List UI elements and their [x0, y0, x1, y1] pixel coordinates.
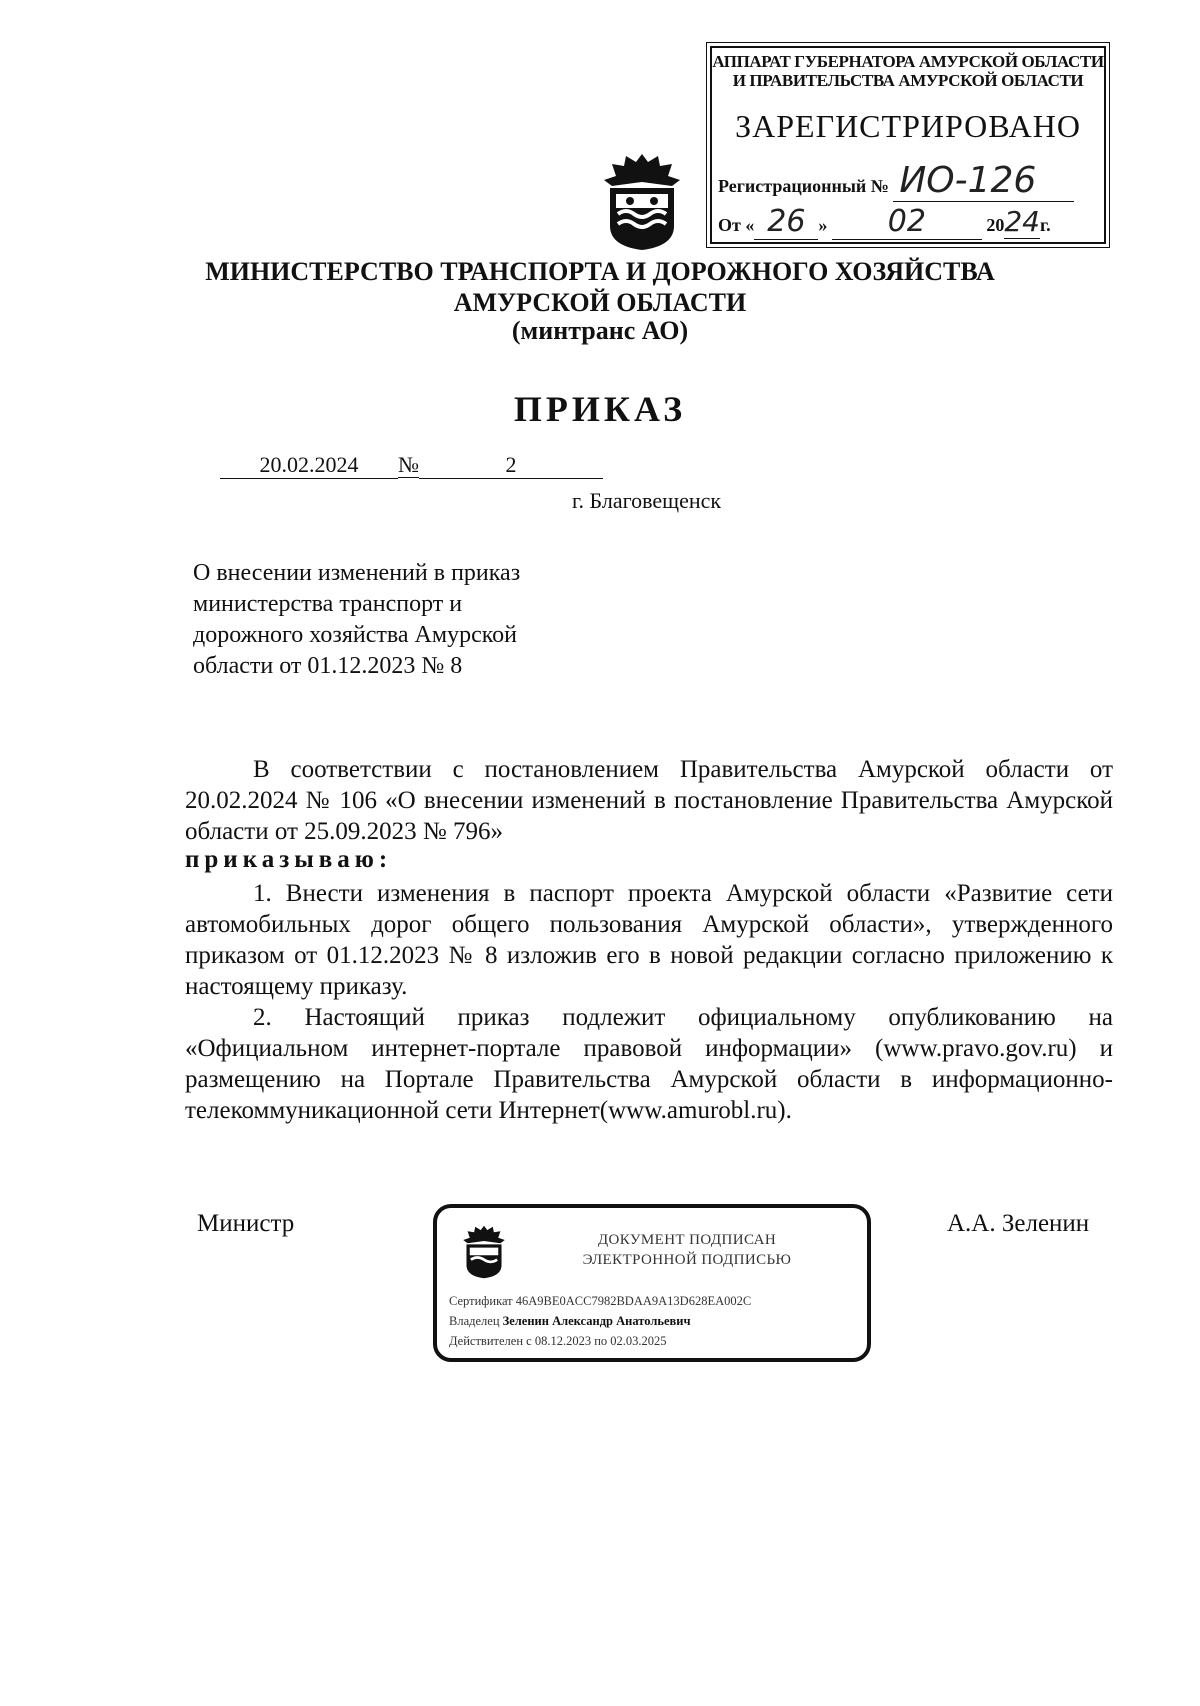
esign-cert-label: Сертификат	[449, 1294, 513, 1308]
esign-valid-to: 02.03.2025	[610, 1334, 667, 1348]
esign-owner	[449, 1314, 691, 1329]
esign-owner-value: Зеленин Александр Анатольевич	[502, 1314, 691, 1328]
esign-validity	[449, 1334, 667, 1349]
order-city: г. Благовещенск	[572, 488, 722, 513]
electronic-signature-stamp	[433, 1204, 871, 1362]
stamp-status: ЗАРЕГИСТРИРОВАНО	[735, 108, 1081, 144]
esign-head-line2: ЭЛЕКТРОННОЙ ПОДПИСЬЮ	[582, 1252, 792, 1268]
stamp-year-suffix: 24	[1004, 205, 1040, 238]
stamp-number-value: ИО-126	[893, 160, 1074, 202]
subject-line1: О внесении изменений в приказ	[193, 560, 521, 586]
stamp-date-prefix: От «	[718, 215, 755, 235]
esign-certificate	[449, 1294, 751, 1309]
registration-stamp	[710, 46, 1106, 244]
stamp-month: 02	[832, 204, 982, 240]
document-type: ПРИКАЗ	[513, 389, 687, 429]
body-item-2: 2. Настоящий приказ подлежит официальному опубликованию на «Официальном интернет-портале правовой информации» (www.pravo.gov.ru) и размещению на Портале Правительства Амурской области в информационно-телекоммуникационной сети Интернет(www.amurobl.ru).	[185, 1004, 1113, 1124]
number-sign: №	[398, 452, 419, 477]
order-subject	[193, 558, 593, 682]
esign-valid-from: 08.12.2023	[534, 1334, 592, 1348]
stamp-number-label: Регистрационный №	[718, 176, 889, 196]
stamp-day-close: »	[818, 215, 828, 235]
subject-line2: министерства транспорт и	[193, 591, 463, 617]
body-item-1: 1. Внести изменения в паспорт проекта Амурской области «Развитие сети автомобильных дорог общего пользования Амурской области», утвержденного приказом от 01.12.2023 № 8 изложив его в новой редакции согласно приложению к настоящему приказу.	[185, 880, 1113, 1000]
ministry-title	[0, 256, 1200, 318]
ministry-line2: АМУРСКОЙ ОБЛАСТИ	[453, 288, 747, 317]
stamp-date-row	[718, 204, 1098, 240]
order-number: 2	[419, 452, 603, 479]
decree-word: приказываю:	[185, 846, 393, 873]
esign-valid-label: Действителен с	[449, 1334, 532, 1348]
subject-line4: области от 01.12.2023 № 8	[193, 653, 463, 679]
coat-of-arms-icon	[600, 152, 684, 252]
esign-valid-to-label: по	[594, 1334, 608, 1348]
stamp-org-line2: И ПРАВИТЕЛЬСТВА АМУРСКОЙ ОБЛАСТИ	[732, 71, 1084, 90]
stamp-year-end: г.	[1039, 215, 1051, 235]
signer-name: А.А. Зеленин	[947, 1210, 1090, 1237]
stamp-org-line1: АППАРАТ ГУБЕРНАТОРА АМУРСКОЙ ОБЛАСТИ	[712, 52, 1104, 71]
esign-head-line1: ДОКУМЕНТ ПОДПИСАН	[597, 1232, 777, 1248]
stamp-number-row	[718, 160, 1098, 202]
order-date-number	[220, 452, 603, 479]
subject-line3: дорожного хозяйства Амурской	[193, 622, 517, 648]
stamp-year-prefix: 20	[986, 215, 1005, 235]
signer-role: Министр	[197, 1210, 295, 1237]
ministry-short-name: (минтранс АО)	[511, 316, 689, 345]
body-intro: В соответствии с постановлением Правительства Амурской области от 20.02.2024 № 106 «О внесении изменений в постановление Правительства Амурской области от 25.09.2023 № 796»	[185, 756, 1113, 845]
esign-cert-value: 46A9BE0ACC7982BDAA9A13D628EA002C	[515, 1294, 752, 1308]
ministry-line1: МИНИСТЕРСТВО ТРАНСПОРТА И ДОРОЖНОГО ХОЗЯЙСТВА	[205, 257, 995, 286]
esign-coat-of-arms-icon	[461, 1224, 507, 1280]
esign-owner-label: Владелец	[449, 1314, 500, 1328]
stamp-day: 26	[754, 204, 818, 240]
order-date: 20.02.2024	[220, 452, 398, 479]
